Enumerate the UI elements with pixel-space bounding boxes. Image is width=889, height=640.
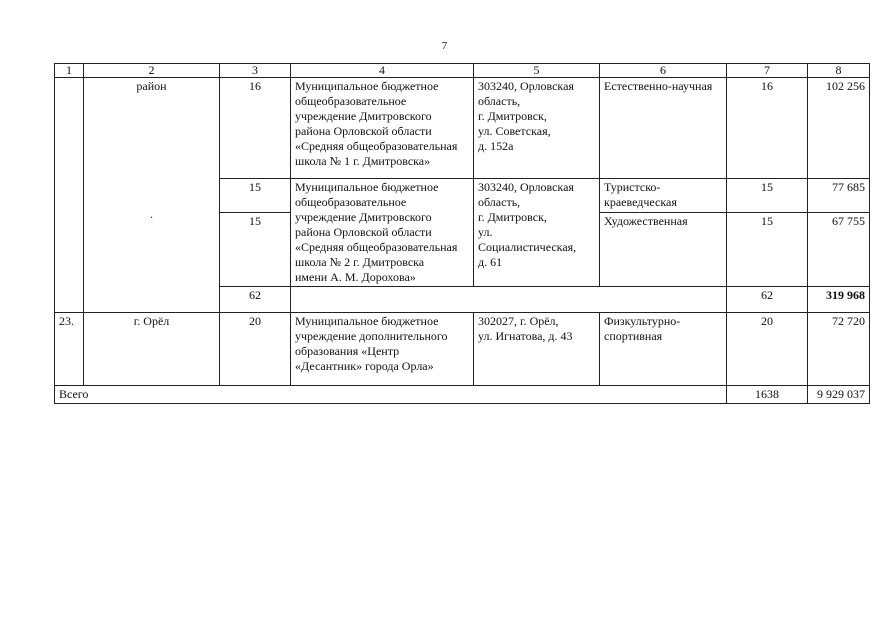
amount-cell: 67 755: [808, 212, 870, 286]
places-cell: 15: [727, 212, 808, 286]
table-row: [55, 78, 870, 179]
institution-cell: Муниципальное бюджетное общеобразовательное учреждение Дмитровского района Орловской области «Средняя общеобразовательная школа № 1 г. Дмитровска»: [291, 78, 474, 179]
address-cell: 303240, Орловская область, г. Дмитровск, ул. Советская, д. 152а: [474, 78, 600, 179]
subtotal-amount: 319 968: [808, 287, 870, 313]
direction-cell: Туристско- краеведческая: [600, 179, 727, 213]
direction-cell: Физкультурно- спортивная: [600, 313, 727, 386]
table-row: [55, 313, 870, 386]
total-label: Всего: [55, 386, 727, 404]
row-number-cell: 23.: [55, 313, 84, 386]
col-header-2: 2: [84, 64, 220, 78]
count-cell: 15: [220, 179, 291, 213]
total-amount: 9 929 037: [808, 386, 870, 404]
places-cell: 16: [727, 78, 808, 179]
total-places: 1638: [727, 386, 808, 404]
address-cell: 302027, г. Орёл, ул. Игнатова, д. 43: [474, 313, 600, 386]
col-header-6: 6: [600, 64, 727, 78]
district-cell: г. Орёл: [84, 313, 220, 386]
amount-cell: 72 720: [808, 313, 870, 386]
places-cell: 15: [727, 179, 808, 213]
direction-cell: Естественно-научная: [600, 78, 727, 179]
allocation-table: [54, 63, 870, 404]
col-header-8: 8: [808, 64, 870, 78]
col-header-7: 7: [727, 64, 808, 78]
count-cell: 20: [220, 313, 291, 386]
subtotal-count: 62: [220, 287, 291, 313]
institution-cell: Муниципальное бюджетное учреждение дополнительного образования «Центр «Десантник» города Орла»: [291, 313, 474, 386]
stray-mark: .: [150, 207, 153, 221]
total-row: [55, 386, 870, 404]
address-cell: 303240, Орловская область, г. Дмитровск, ул. Социалистическая, д. 61: [474, 179, 600, 287]
count-cell: 16: [220, 78, 291, 179]
places-cell: 20: [727, 313, 808, 386]
col-header-5: 5: [474, 64, 600, 78]
col-header-3: 3: [220, 64, 291, 78]
col-header-4: 4: [291, 64, 474, 78]
direction-cell: Художественная: [600, 212, 727, 286]
subtotal-blank: [291, 287, 727, 313]
amount-cell: 102 256: [808, 78, 870, 179]
district-cell: [84, 78, 220, 313]
count-cell: 15: [220, 212, 291, 286]
subtotal-places: 62: [727, 287, 808, 313]
column-number-row: [55, 64, 870, 78]
row-number-cell: [55, 78, 84, 313]
institution-cell: Муниципальное бюджетное общеобразовательное учреждение Дмитровского района Орловской области «Средняя общеобразовательная школа № 2 г. Дмитровска имени А. М. Дорохова»: [291, 179, 474, 287]
col-header-1: 1: [55, 64, 84, 78]
page-number: 7: [441, 40, 448, 52]
amount-cell: 77 685: [808, 179, 870, 213]
district-name: район: [136, 79, 167, 93]
